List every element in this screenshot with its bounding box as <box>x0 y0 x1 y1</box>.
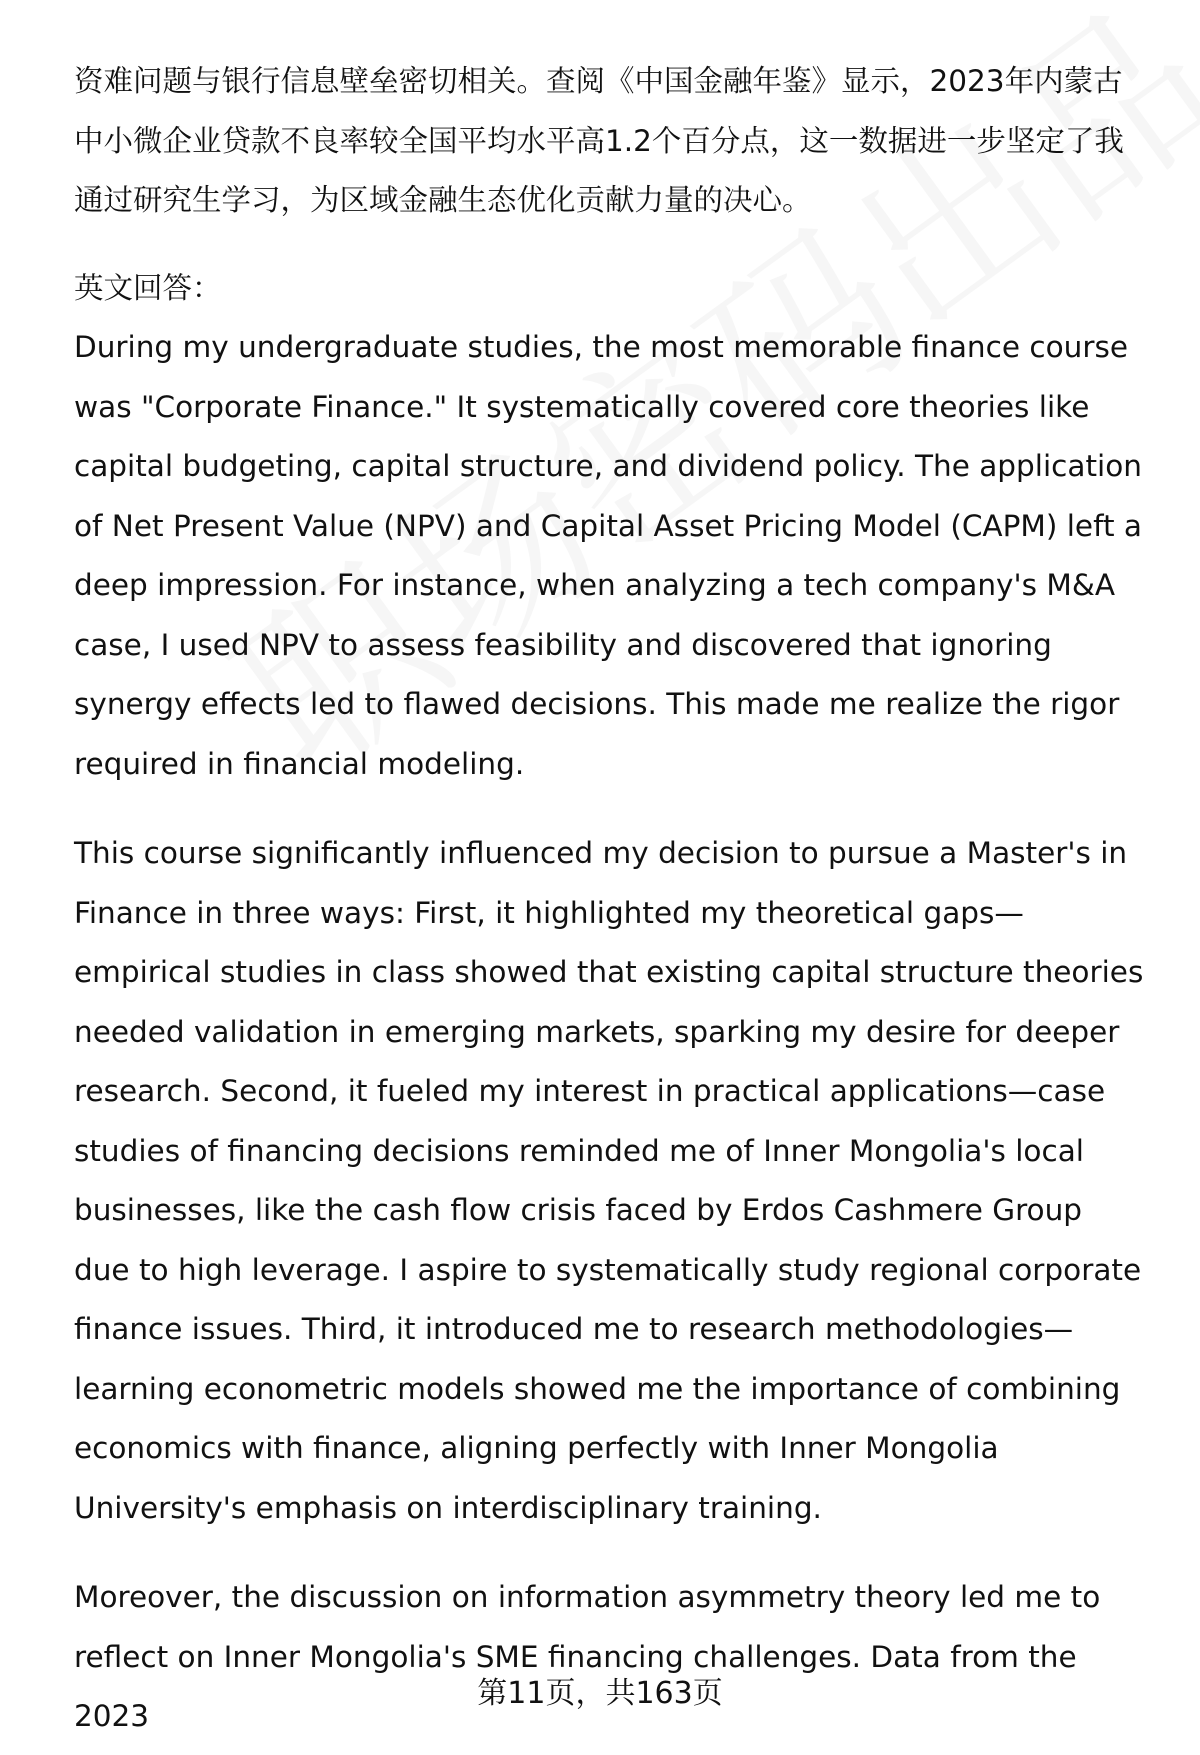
page-footer: 第11页，共163页 <box>477 1676 723 1711</box>
english-answer-label: 英文回答： <box>74 270 222 305</box>
chinese-paragraph: 资难问题与银行信息壁垒密切相关。查阅《中国金融年鉴》显示，2023年内蒙古中小微企业贷款不良率较全国平均水平高1.2个百分点，这一数据进一步坚定了我通过研究生学习，为区域金融生态优化贡献力量的决心。 <box>74 64 1124 217</box>
document-body <box>74 52 1144 1747</box>
english-paragraph-3: Moreover, the discussion on information asymmetry theory led me to reflect on Inner Mongolia's SME financing challenges. Data from the 2023 <box>74 1580 1101 1733</box>
paragraph-gap <box>74 231 1144 259</box>
english-paragraph-1: During my undergraduate studies, the most memorable finance course was "Corporate Finance." It systematically covered core theories like capital budgeting, capital structure, and dividend policy. The application of Net Present Value (NPV) and Capital Asset Pricing Model (CAPM) left a deep impression. For instance, when analyzing a tech company's M&A case, I used NPV to assess feasibility and discovered that ignoring synergy effects led to flawed decisions. This made me realize the rigor required in financial modeling. <box>74 330 1142 781</box>
paragraph-gap <box>74 1538 1144 1568</box>
english-paragraph-2: This course significantly influenced my decision to pursue a Master's in Finance in three ways: First, it highlighted my theoretical gaps—empirical studies in class showed that existing capital structure theories needed validation in emerging markets, sparking my desire for deeper research. Second, it fueled my interest in practical applications—case studies of financing decisions reminded me of Inner Mongolia's local businesses, like the cash flow crisis faced by Erdos Cashmere Group due to high leverage. I aspire to systematically study regional corporate finance issues. Third, it introduced me to research methodologies—learning econometric models showed me the importance of combining economics with finance, aligning perfectly with Inner Mongolia University's emphasis on interdisciplinary training. <box>74 836 1144 1525</box>
paragraph-gap <box>74 794 1144 824</box>
